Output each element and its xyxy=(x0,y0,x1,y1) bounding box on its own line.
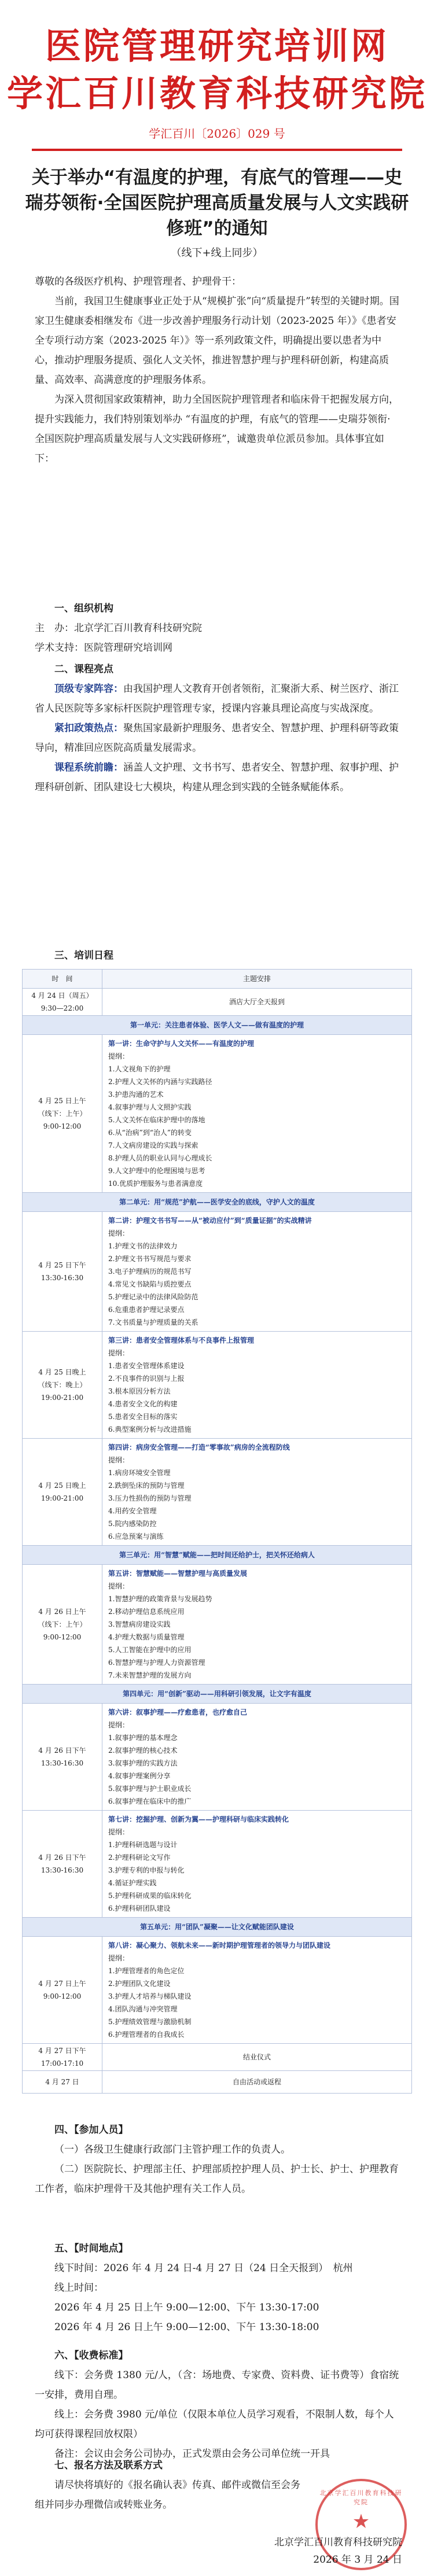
schedule-time: 4 月 25 日上午 （线下：上午） 9:00-12:00 xyxy=(23,1035,102,1193)
table-header-row xyxy=(23,970,412,989)
section-heading: 二、课程亮点 xyxy=(54,664,113,675)
outline-item: 5.护理科研成果的临床转化 xyxy=(108,1892,192,1900)
outline-item: 5.人工智能在护理中的应用 xyxy=(108,1646,192,1654)
outline-item: 1.病房环境安全管理 xyxy=(108,1469,171,1477)
outline-item: 2.叙事护理的核心技术 xyxy=(108,1746,178,1755)
section-schedule-heading: 三、培训日程 xyxy=(54,950,113,961)
schedule-row xyxy=(23,1332,412,1439)
schedule-time: 4 月 25 日晚上 19:00-21:00 xyxy=(23,1439,102,1546)
session-title: 第二讲：护理文书书写——从“被动应付”到“质量证据”的实战精讲 xyxy=(108,1217,312,1225)
schedule-row xyxy=(23,1704,412,1811)
schedule-time: 4 月 24 日（周五） 9:30—22:00 xyxy=(23,989,102,1016)
outline-item: 6.危重患者护理记录要点 xyxy=(108,1306,185,1314)
schedule-time: 4 月 27 日上午 9:00-12:00 xyxy=(23,1937,102,2044)
org-name-line1: 医院管理研究培训网 xyxy=(45,25,389,67)
outline-item: 1.人文视角下的护理 xyxy=(108,1065,171,1073)
highlight-text: 聚焦国家最新护理服务、患者安全、智慧护理、护理科研等政策导向，精准回应医院高质量发展需求。 xyxy=(35,723,399,754)
outline-label: 提纲： xyxy=(108,1052,130,1060)
outline-label: 提纲： xyxy=(108,1721,130,1729)
outline-item: 4.患者安全文化的构建 xyxy=(108,1400,178,1408)
outline-item: 5.患者安全目标的落实 xyxy=(108,1413,178,1421)
signature-org: 北京学汇百川教育科技研究院 xyxy=(274,2537,402,2548)
schedule-row xyxy=(23,989,412,1016)
outline-label: 提纲： xyxy=(108,1582,130,1590)
outline-item: 10.优质护理服务与患者满意度 xyxy=(108,1180,203,1188)
highlight-label: 顶级专家阵容： xyxy=(54,683,123,695)
outline-item: 4.护理大数据与质量管理 xyxy=(108,1633,185,1641)
schedule-unit-row xyxy=(23,1546,412,1565)
outline-item: 4.叙事护理与人文照护实践 xyxy=(108,1103,192,1111)
notice-mode: （线下+线上同步） xyxy=(171,247,263,259)
schedule-activity: 结业仪式 xyxy=(102,2044,412,2071)
session-content xyxy=(102,1332,412,1439)
outline-item: 5.人文关怀在临床护理中的落地 xyxy=(108,1116,205,1124)
outline-item: 2.跌倒坠床的预防与管理 xyxy=(108,1482,185,1490)
outline-item: 6.护理管理者的自我成长 xyxy=(108,2030,185,2039)
schedule-row xyxy=(23,1212,412,1332)
schedule-unit-row xyxy=(23,1193,412,1212)
outline-item: 4.团队沟通与冲突管理 xyxy=(108,2005,178,2013)
section-organization xyxy=(35,599,399,658)
outline-item: 6.从“治病”到“治人”的转变 xyxy=(108,1129,192,1137)
schedule-time: 4 月 26 日下午 13:30-16:30 xyxy=(23,1704,102,1811)
outline-label: 提纲： xyxy=(108,1349,130,1357)
schedule-row xyxy=(23,1035,412,1193)
signature-date: 2026 年 3 月 24 日 xyxy=(313,2554,402,2566)
session-title: 第五讲：智慧赋能——智慧护理与高质量发展 xyxy=(108,1569,248,1578)
red-divider xyxy=(32,149,402,151)
schedule-time: 4 月 26 日上午 （线下：上午） 9:00-12:00 xyxy=(23,1565,102,1685)
outline-item: 2.移动护理信息系统应用 xyxy=(108,1608,185,1616)
schedule-row xyxy=(23,1937,412,2044)
column-header-topic: 主题安排 xyxy=(102,970,412,989)
session-title: 第三讲：患者安全管理体系与不良事件上报管理 xyxy=(108,1336,255,1344)
outline-item: 2.护理团队文化建设 xyxy=(108,1980,171,1988)
org-name-line2: 学汇百川教育科技研究院 xyxy=(6,72,427,115)
section-heading: 五、【时间地点】 xyxy=(54,2243,128,2254)
star-icon: ★ xyxy=(352,2510,370,2533)
session-content xyxy=(102,1212,412,1332)
session-title: 第七讲：挖掘护理、创新为翼——护理科研与临床实践转化 xyxy=(108,1815,289,1823)
schedule-unit-row xyxy=(23,1685,412,1704)
session-content xyxy=(102,1937,412,2044)
outline-item: 2.护理科研论文写作 xyxy=(108,1853,171,1862)
highlight-label: 课程系统前瞻： xyxy=(54,762,123,773)
outline-item: 3.叙事护理的实践方法 xyxy=(108,1759,178,1767)
outline-label: 提纲： xyxy=(108,1954,130,1962)
outline-item: 3.根本原因分析方法 xyxy=(108,1387,171,1395)
unit-title: 第五单元：用“团队”凝聚——让文化赋能团队建设 xyxy=(23,1918,412,1937)
notice-title: 关于举办“有温度的护理，有底气的管理——史瑞芬领衔·全国医院护理高质量发展与人文实践研修班”的通知 xyxy=(25,167,409,239)
outline-item: 5.护理记录中的法律风险防范 xyxy=(108,1293,198,1301)
outline-item: 3.压力性损伤的预防与管理 xyxy=(108,1494,192,1502)
support-line: 学术支持：医院管理研究培训网 xyxy=(35,642,172,654)
section-heading: 一、组织机构 xyxy=(54,603,113,614)
schedule-table xyxy=(22,969,412,2094)
column-header-time: 时 间 xyxy=(23,970,102,989)
outline-item: 3.护患沟通的艺术 xyxy=(108,1090,164,1099)
session-title: 第四讲：病房安全管理——打造“零事故”病房的全流程防线 xyxy=(108,1443,290,1451)
outline-item: 7.人文病房建设的实践与探索 xyxy=(108,1141,198,1149)
outline-item: 2.护理文书书写规范与要求 xyxy=(108,1255,192,1263)
schedule-time: 4 月 25 日下午 13:30-16:30 xyxy=(23,1212,102,1332)
highlight-label: 紧扣政策热点： xyxy=(54,723,123,734)
outline-item: 8.护理人员的职业认同与心理成长 xyxy=(108,1154,212,1162)
intro-paragraph-2: 为深入贯彻国家政策精神，助力全国医院护理管理者和临床骨干把握发展方向，提升实践能力，我们特别策划举办 “有温度的护理，有底气的管理——史瑞芬领衔·全国医院护理高质量发展与人文实践研修班”，诚邀贵单位派员参加。具体事宜如下： xyxy=(35,394,399,465)
outline-item: 4.用药安全管理 xyxy=(108,1507,157,1515)
outline-item: 2.不良事件的识别与上报 xyxy=(108,1374,185,1383)
outline-item: 6.应急预案与演练 xyxy=(108,1532,164,1541)
schedule-unit-row xyxy=(23,1016,412,1035)
outline-item: 4.叙事护理案例分享 xyxy=(108,1772,171,1780)
schedule-row xyxy=(23,1439,412,1546)
schedule-row xyxy=(23,2044,412,2071)
outline-label: 提纲： xyxy=(108,1456,130,1464)
session-title: 第六讲：叙事护理——疗愈患者，也疗愈自己 xyxy=(108,1708,248,1716)
host-line: 主 办：北京学汇百川教育科技研究院 xyxy=(35,622,202,634)
outline-item: 5.叙事护理与护士职业成长 xyxy=(108,1785,192,1793)
session-title: 第八讲：凝心聚力、领航未来——新时期护理管理者的领导力与团队建设 xyxy=(108,1941,331,1949)
outline-label: 提纲： xyxy=(108,1828,130,1836)
session-content xyxy=(102,1439,412,1546)
greeting: 尊敬的各级医疗机构、护理管理者、护理骨干： xyxy=(35,276,241,288)
outline-item: 4.常见文书缺陷与质控要点 xyxy=(108,1280,192,1288)
outline-item: 4.循证护理实践 xyxy=(108,1879,157,1887)
outline-item: 3.护理专利的申报与转化 xyxy=(108,1866,185,1874)
outline-item: 1.智慧护理的政策背景与发展趋势 xyxy=(108,1595,212,1603)
session-content xyxy=(102,1811,412,1918)
outline-item: 1.叙事护理的基本理念 xyxy=(108,1734,178,1742)
schedule-time: 4 月 27 日 xyxy=(23,2071,102,2094)
outline-item: 1.护理文书的法律效力 xyxy=(108,1242,178,1250)
schedule-activity: 酒店大厅全天报到 xyxy=(102,989,412,1016)
outline-item: 2.护理人文关怀的内涵与实践路径 xyxy=(108,1078,212,1086)
outline-item: 5.护理绩效管理与激励机制 xyxy=(108,2018,192,2026)
schedule-time: 4 月 27 日下午 17:00-17:10 xyxy=(23,2044,102,2071)
section-heading: 七、报名方法及联系方式 xyxy=(54,2460,163,2471)
outline-item: 5.院内感染防控 xyxy=(108,1520,157,1528)
schedule-row xyxy=(23,1565,412,1685)
outline-item: 7.文书质量与护理质量的关系 xyxy=(108,1318,198,1326)
session-content xyxy=(102,1565,412,1685)
outline-item: 1.护理科研选题与设计 xyxy=(108,1841,178,1849)
highlight-text: 涵盖人文护理、文书书写、患者安全、智慧护理、叙事护理、护理科研创新、团队建设七大模块，构建从理念到实践的全链条赋能体系。 xyxy=(35,762,399,793)
outline-item: 9.人文护理中的伦理困境与思考 xyxy=(108,1167,205,1175)
unit-title: 第一单元：关注患者体验、医学人文——做有温度的护理 xyxy=(23,1016,412,1035)
document-number: 学汇百川〔2026〕029 号 xyxy=(149,127,285,141)
outline-item: 3.电子护理病历的规范书写 xyxy=(108,1267,192,1276)
outline-item: 6.护理科研团队建设 xyxy=(108,1904,171,1912)
outline-item: 1.患者安全管理体系建设 xyxy=(108,1362,185,1370)
section-fees: 六、【收费标准】 线下：会务费 1380 元/人，（含：场地费、专家费、资料费、证书费等）食宿统一安排，费用自理。 线上：会务费 3980 元/单位（仅限本单位人员学习观看，不限制人数，每个人均可获得课程回放权限） 备注：会议由会务公司协办，正式发票由会务公司单位统一开具 xyxy=(35,2346,399,2464)
outline-item: 7.未来智慧护理的发展方向 xyxy=(108,1671,192,1679)
schedule-row xyxy=(23,1811,412,1918)
schedule-row xyxy=(23,2071,412,2094)
intro-block xyxy=(35,272,399,469)
schedule-activity: 自由活动或返程 xyxy=(102,2071,412,2094)
section-highlights xyxy=(35,659,399,797)
session-title: 第一讲：生命守护与人文关怀——有温度的护理 xyxy=(108,1040,255,1048)
highlight-text: 由我国护理人文教育开创者领衔，汇聚浙大系、树兰医疗、浙江省人民医院等多家标杆医院护理管理专家，授课内容兼具理论高度与实战深度。 xyxy=(35,683,399,714)
unit-title: 第三单元：用“智慧”赋能——把时间还给护士，把关怀还给病人 xyxy=(23,1546,412,1565)
section-registration: 七、报名方法及联系方式 请尽快将填好的《报名确认表》传真、邮件或微信至会务组并同步办理微信或转账业务。 xyxy=(35,2456,301,2515)
outline-label: 提纲： xyxy=(108,1229,130,1237)
intro-paragraph-1: 当前，我国卫生健康事业正处于从“规模扩张”向“质量提升”转型的关键时期。国家卫生健康委相继发布《进一步改善护理服务行动计划（2023-2025 年）》《患者安全专项行动方案（2023-2025 年）》等一系列政策文件，明确提出要以患者为中心，推动护理服务提质、强化人文关怀，推进智慧护理与护理科研创新，构建高质量、高效率、高满意度的护理服务体系。 xyxy=(35,296,399,386)
seal-text: 北京学汇百川教育科技研究院 xyxy=(319,2489,403,2506)
section-participants: 四、【参加人员】 （一）各级卫生健康行政部门主管护理工作的负责人。 （二）医院院长、护理部主任、护理部质控护理人员、护士长、护士、护理教育工作者，临床护理骨干及其他护理有关工作人员。 xyxy=(35,2120,399,2199)
outline-item: 6.智慧护理与护理人力资源管理 xyxy=(108,1659,205,1667)
outline-item: 3.智慧病房建设实践 xyxy=(108,1620,171,1628)
outline-item: 1.护理管理者的角色定位 xyxy=(108,1967,185,1975)
schedule-time: 4 月 26 日下午 13:30-16:30 xyxy=(23,1811,102,1918)
schedule-time: 4 月 25 日晚上 （线下：晚上） 19:00-21:00 xyxy=(23,1332,102,1439)
unit-title: 第二单元：用“规范”护航——医学安全的底线，守护人文的温度 xyxy=(23,1193,412,1212)
session-content xyxy=(102,1035,412,1193)
outline-item: 3.护理人才培养与梯队建设 xyxy=(108,1992,192,2000)
unit-title: 第四单元：用“创新”驱动——用科研引领发展，让文字有温度 xyxy=(23,1685,412,1704)
session-content xyxy=(102,1704,412,1811)
section-time-place: 五、【时间地点】 线下时间：2026 年 4 月 24 日-4 月 27 日（24 日全天报到） 杭州 线上时间： 2026 年 4 月 25 日上午 9:00—12:00、下午 13:30-17:00 2026 年 4 月 26 日上午 9:00—12:00、下午 13:30-18:00 xyxy=(35,2239,399,2337)
schedule-unit-row xyxy=(23,1918,412,1937)
outline-item: 6.典型案例分析与改进措施 xyxy=(108,1425,192,1433)
outline-item: 6.叙事护理在临床中的推广 xyxy=(108,1797,192,1805)
section-heading: 六、【收费标准】 xyxy=(54,2350,128,2361)
section-heading: 四、【参加人员】 xyxy=(54,2124,128,2136)
